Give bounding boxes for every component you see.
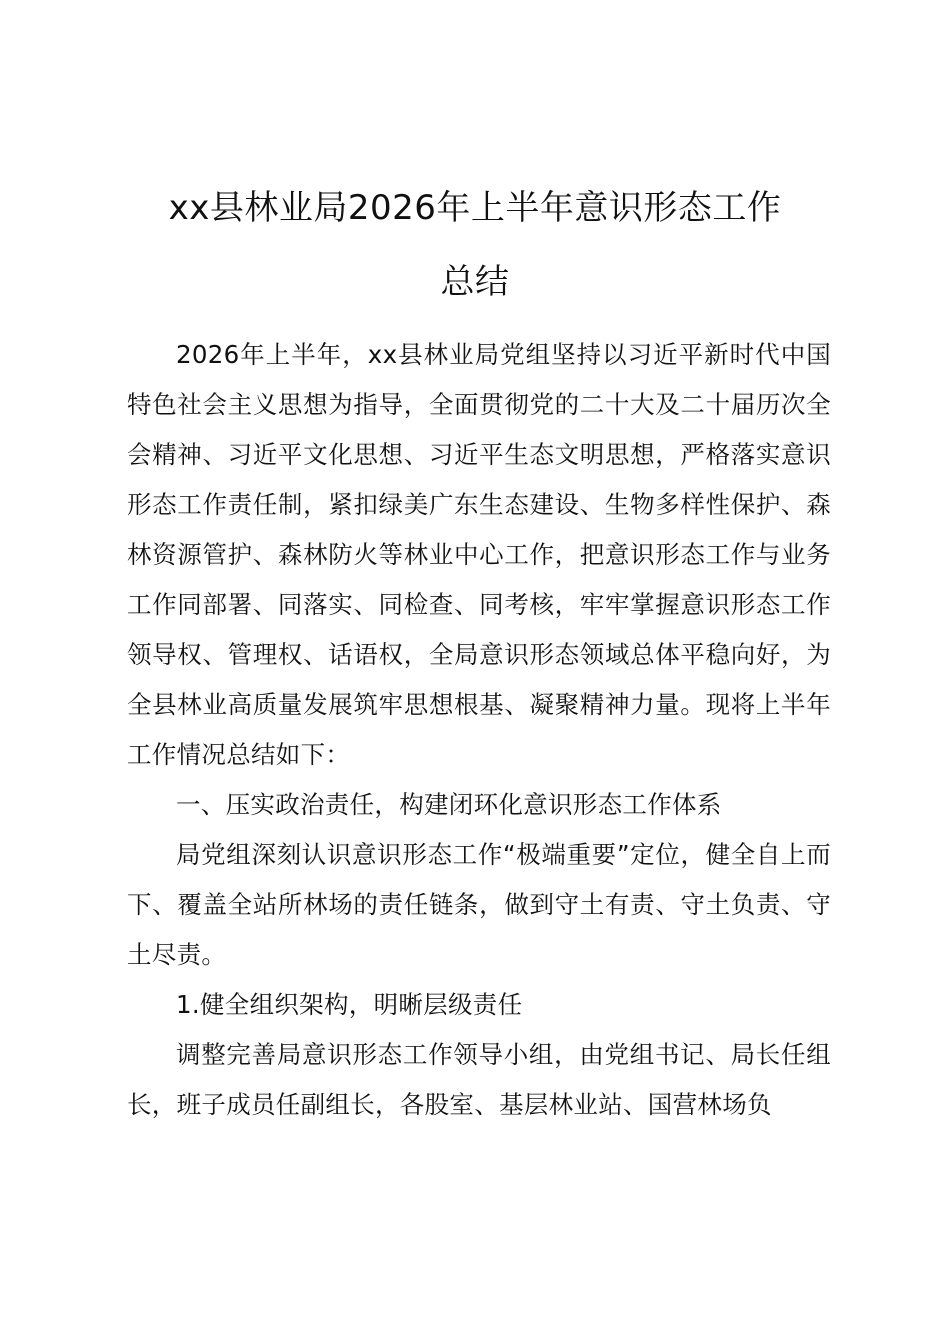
intro-paragraph: 2026年上半年，xx县林业局党组坚持以习近平新时代中国特色社会主义思想为指导，全面贯彻党的二十大及二十届历次全会精神、习近平文化思想、习近平生态文明思想，严格落实意识形态工作责任制，紧扣绿美广东生态建设、生物多样性保护、森林资源管护、森林防火等林业中心工作，把意识形态工作与业务工作同部署、同落实、同检查、同考核，牢牢掌握意识形态工作领导权、管理权、话语权，全局意识形态领域总体平稳向好，为全县林业高质量发展筑牢思想根基、凝聚精神力量。现将上半年工作情况总结如下： <box>127 340 831 769</box>
section-1-paragraph: 局党组深刻认识意识形态工作“极端重要”定位，健全自上而下、覆盖全站所林场的责任链条，做到守土有责、守土负责、守土尽责。 <box>127 840 831 969</box>
subsection-heading-1-1: 1.健全组织架构，明晰层级责任 <box>176 990 523 1019</box>
document-body <box>127 330 831 1130</box>
section-heading-1: 一、压实政治责任，构建闭环化意识形态工作体系 <box>176 790 722 819</box>
subsection-1-1-paragraph: 调整完善局意识形态工作领导小组，由党组书记、局长任组长，班子成员任副组长，各股室、基层林业站、国营林场负 <box>127 1040 831 1119</box>
document-title-line-2: 总结 <box>440 262 510 302</box>
document-title-line-1: xx县林业局2026年上半年意识形态工作 <box>168 188 782 228</box>
